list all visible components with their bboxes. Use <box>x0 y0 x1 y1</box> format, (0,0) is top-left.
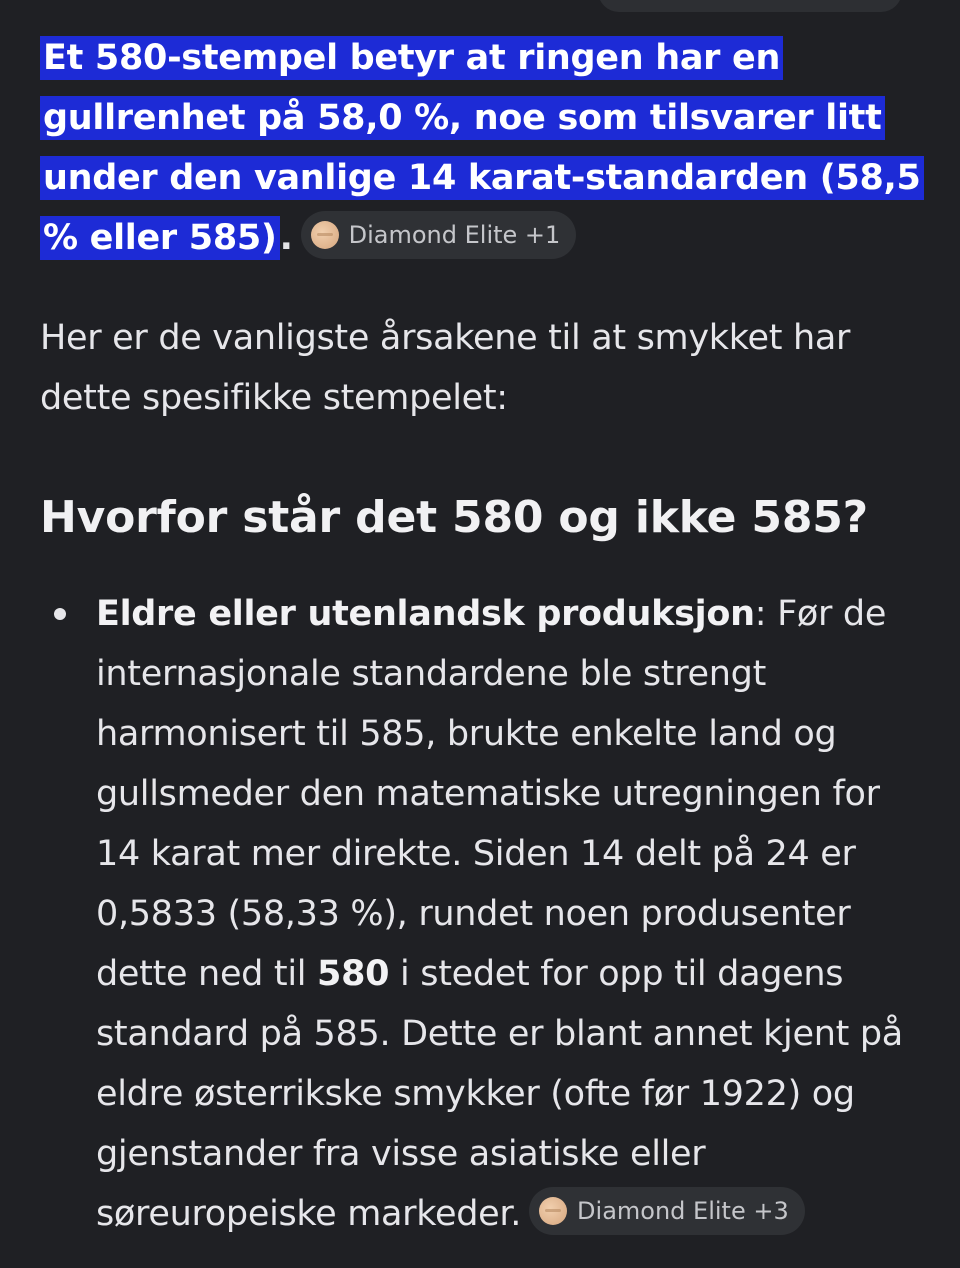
list-item-text-1: : Før de internasjonale standardene ble strengt harmonisert til 585, brukte enkelte land og gullsmeder den matematiske utregningen for 14 karat mer direkte. Siden 14 delt på 24 er 0,5833 (58,33 %), rundet noen produsenter dette ned til <box>96 594 887 994</box>
response-content <box>40 28 930 1244</box>
reasons-list <box>40 584 930 1244</box>
explanation-paragraph: Her er de vanligste årsakene til at smykket har dette spesifikke stempelet: <box>40 318 851 418</box>
highlighted-text: Et 580-stempel betyr at ringen har en gullrenhet på 58,0 %, noe som tilsvarer litt under den vanlige 14 karat-standarden (58,5 % eller 585) <box>40 36 924 260</box>
intro-paragraph <box>40 28 930 268</box>
list-item-bold-number: 580 <box>317 954 390 994</box>
list-item-bold-lead: Eldre eller utenlandsk produksjon <box>96 594 755 634</box>
source-chip[interactable] <box>301 211 577 259</box>
source-chip[interactable] <box>529 1187 805 1235</box>
section-heading: Hvorfor står det 580 og ikke 585? <box>40 492 869 543</box>
list-item-text-2: i stedet for opp til dagens standard på 585. Dette er blant annet kjent på eldre østerrikske smykker (ofte før 1922) og gjenstander fra visse asiatiske eller søreuropeiske markeder. <box>96 954 903 1234</box>
source-chip-label: Diamond Elite +3 <box>577 1197 789 1225</box>
bullet-icon <box>54 608 66 620</box>
diamond-elite-logo-icon <box>539 1197 567 1225</box>
source-chip-label: Diamond Elite +1 <box>348 221 561 249</box>
list-item <box>40 584 930 1244</box>
top-input-pill[interactable] <box>598 0 902 12</box>
intro-trailing: . <box>279 218 293 258</box>
diamond-elite-logo-icon <box>311 221 339 249</box>
